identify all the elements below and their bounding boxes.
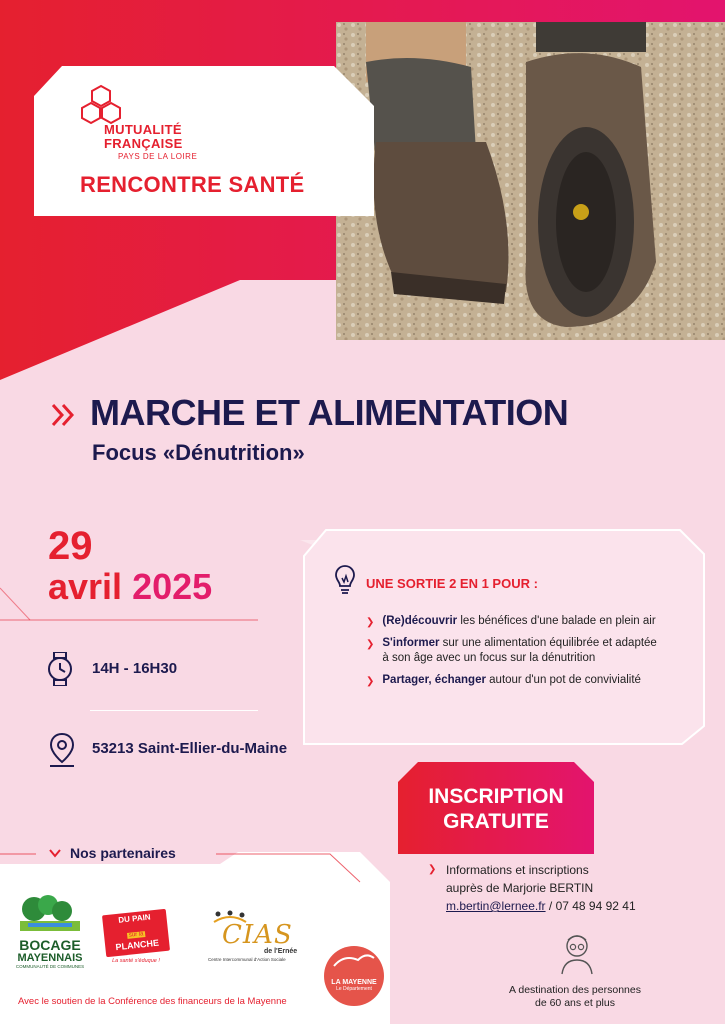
org-name-line2: FRANÇAISE (104, 136, 183, 151)
inscription-line1: INSCRIPTION (428, 785, 564, 808)
inscription-line2: GRATUITE (443, 810, 549, 833)
pain-line1: DU PAIN (117, 912, 152, 925)
date-day: 29 (48, 524, 93, 568)
org-name-line1: MUTUALITÉ (104, 122, 182, 137)
contact-line1: Informations et inscriptions (446, 863, 589, 877)
outing-heading: UNE SORTIE 2 EN 1 POUR : (366, 576, 538, 591)
outing-item: ❯ S'informer sur une alimentation équilibrée et adaptée à son âge avec un focus sur la dénutrition (366, 636, 657, 665)
org-region: PAYS DE LA LOIRE (118, 152, 198, 161)
bocage-line1: BOCAGE (19, 937, 81, 953)
chevron-icon (50, 402, 80, 428)
subtitle: Focus «Dénutrition» (92, 440, 305, 465)
pain-logo (104, 912, 168, 964)
cias-sub: de l'Ernée (264, 948, 298, 955)
cias-full: Centre Intercommunal d'Action Sociale (208, 957, 286, 962)
audience-line1: A destination des personnes (509, 984, 641, 996)
divider (90, 710, 258, 711)
date-month: avril (48, 566, 123, 607)
main-title: MARCHE ET ALIMENTATION (90, 392, 569, 433)
watch-icon (46, 652, 74, 686)
outing-list (366, 614, 666, 694)
audience-line2: de 60 ans et plus (535, 997, 615, 1009)
bullet-chevron-icon: ❯ (366, 617, 375, 628)
contact-phone: / 07 48 94 92 41 (545, 899, 636, 913)
contact-line3 (446, 899, 636, 913)
bocage-sub: COMMUNAUTÉ DE COMMUNES (15, 964, 85, 970)
outing-item: ❯ Partager, échanger autour d'un pot de convivialité (366, 673, 641, 687)
bocage-line2: MAYENNAIS (17, 952, 83, 964)
mayenne-line2: Le Département (336, 986, 372, 992)
partners-heading: Nos partenaires (70, 845, 176, 861)
la-mayenne-swoosh-icon (324, 946, 384, 974)
contact-email-link[interactable]: m.bertin@lernee.fr (446, 899, 546, 913)
event-location: 53213 Saint-Ellier-du-Maine (92, 740, 288, 757)
heart-chevron-icon (48, 848, 62, 860)
bullet-chevron-icon: ❯ (366, 638, 375, 650)
mayenne-line1: LA MAYENNE (331, 979, 377, 986)
contact-line2: auprès de Marjorie BERTIN (446, 881, 594, 895)
contact-chevron-icon: ❯ (428, 864, 437, 875)
event-type: RENCONTRE SANTÉ (80, 172, 305, 197)
location-pin-icon (48, 732, 76, 768)
la-mayenne-logo (324, 946, 384, 1006)
pain-line3: PLANCHE (115, 937, 160, 953)
outing-item: ❯ (Re)découvrir les bénéfices d'une balade en plein air (366, 615, 656, 628)
cias-logo (208, 912, 308, 968)
pain-tagline: La santé s'éduque ! (112, 957, 160, 964)
bocage-tree-icon (14, 893, 86, 933)
senior-person-icon (556, 930, 598, 976)
bocage-logo (14, 893, 86, 969)
lightbulb-icon (334, 562, 356, 598)
date-month-year (48, 566, 212, 608)
footer-support-text: Avec le soutien de la Conférence des financeurs de la Mayenne (18, 996, 287, 1007)
date-year: 2025 (132, 566, 213, 607)
bullet-chevron-icon: ❯ (366, 675, 375, 687)
cias-name: CIAS (222, 920, 293, 950)
pain-line2: sur la (128, 931, 144, 939)
hiking-boots-photo (336, 22, 725, 340)
event-time: 14H - 16H30 (92, 660, 178, 677)
